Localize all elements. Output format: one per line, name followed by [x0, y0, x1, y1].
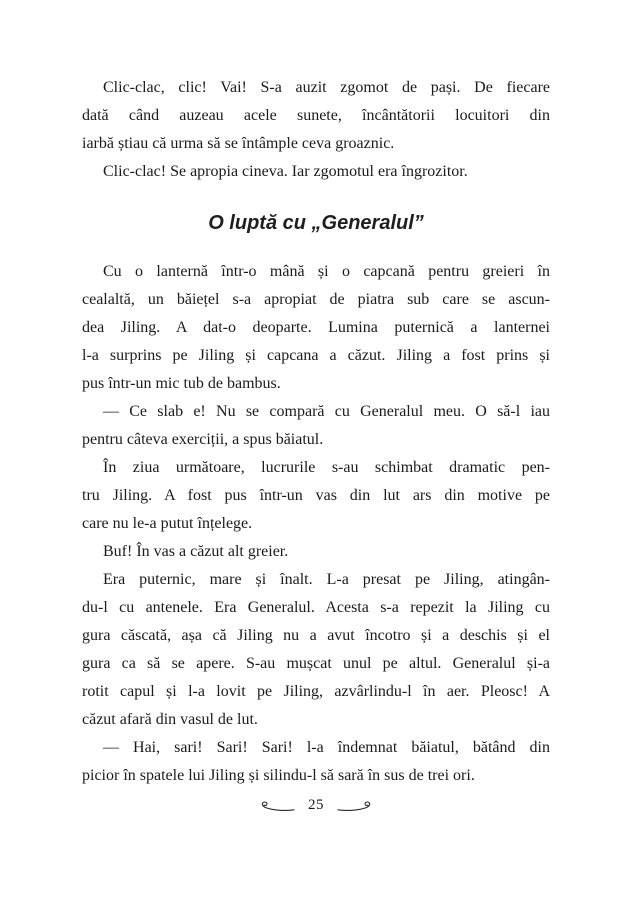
- text-line: Clic-clac! Se apropia cineva. Iar zgomotul era îngrozitor.: [103, 163, 468, 180]
- text-line: du-l cu antenele. Era Generalul. Acesta s-a repezit la Jiling cu: [82, 599, 550, 616]
- text-line: tru Jiling. A fost pus într-un vas din lut ars din motive pe: [82, 487, 550, 504]
- paragraph: [82, 74, 550, 158]
- text-line: care nu le-a putut înțelege.: [82, 515, 253, 532]
- paragraph: [82, 158, 550, 186]
- text-line: dea Jiling. A dat-o deoparte. Lumina puternică a lanternei: [82, 319, 550, 336]
- text-line: gura ca să se apere. S-au mușcat unul pe altul. Generalul și-a: [82, 655, 550, 672]
- text-line: l-a surprins pe Jiling și capcana a căzut. Jiling a fost prins și: [82, 347, 550, 364]
- text-line: gura căscată, așa că Jiling nu a avut încotro și a deschis și el: [82, 627, 550, 644]
- text-line: iarbă știau că urma să se întâmple ceva groaznic.: [82, 135, 395, 152]
- text-line: — Ce slab e! Nu se compară cu Generalul meu. O să-l iau: [103, 403, 550, 420]
- chapter-heading: O luptă cu „Generalul”: [208, 212, 424, 234]
- text-line: pentru câteva exerciții, a spus băiatul.: [82, 431, 324, 448]
- text-line: rotit capul și l-a lovit pe Jiling, azvârlindu-l în aer. Pleosc! A: [82, 683, 550, 700]
- paragraph: [82, 734, 550, 790]
- text-line: În ziua următoare, lucrurile s-au schimbat dramatic pen-: [103, 459, 550, 476]
- text-line: căzut afară din vasul de lut.: [82, 711, 258, 728]
- text-line: pus într-un mic tub de bambus.: [82, 375, 281, 392]
- text-line: Cu o lanternă într-o mână și o capcană pentru greieri în: [103, 263, 550, 280]
- text-line: dată când auzeau acele sunete, încântătorii locuitori din: [82, 107, 550, 124]
- flourish-icon-left: [257, 799, 295, 813]
- text-line: Era puternic, mare și înalt. L-a presat pe Jiling, atingân-: [103, 571, 550, 588]
- paragraph: [82, 454, 550, 538]
- paragraph: [82, 398, 550, 454]
- paragraph: [82, 258, 550, 398]
- text-line: Clic-clac, clic! Vai! S-a auzit zgomot de pași. De fiecare: [103, 79, 550, 96]
- text-line: cealaltă, un băiețel s-a apropiat de piatra sub care se ascun-: [82, 291, 550, 308]
- page-footer: [0, 797, 632, 814]
- paragraph: [82, 538, 550, 566]
- paragraph: [82, 566, 550, 734]
- text-line: picior în spatele lui Jiling și silindu-l să sară în sus de trei ori.: [82, 767, 475, 784]
- flourish-icon-right: [337, 799, 375, 813]
- body-text: [82, 74, 550, 790]
- page-number: 25: [308, 797, 324, 813]
- text-line: — Hai, sari! Sari! Sari! l-a îndemnat băiatul, bătând din: [103, 739, 550, 756]
- text-line: Buf! În vas a căzut alt greier.: [103, 543, 289, 560]
